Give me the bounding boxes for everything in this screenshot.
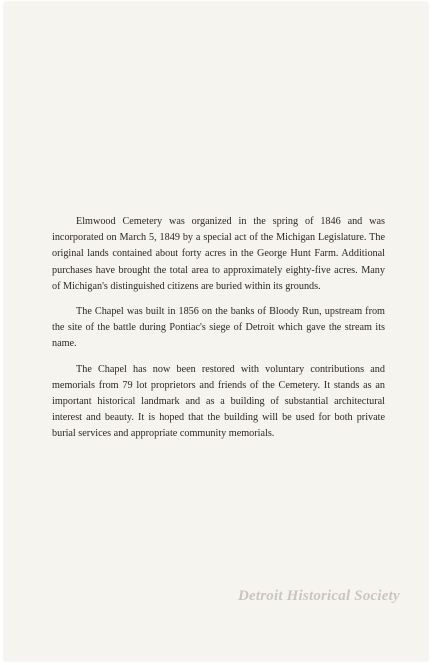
document-page	[4, 2, 428, 661]
body-text	[52, 214, 385, 452]
watermark: Detroit Historical Society	[238, 588, 400, 604]
paragraph-history: Elmwood Cemetery was organized in the spring of 1846 and was incorporated on March 5, 1849 by a special act of the Michigan Legislature. The original lands contained about forty acres in the George Hunt Farm. Additional purchases have brought the total area to approximately eighty-five acres. Many of Michigan's distinguished citizens are buried within its grounds.	[52, 216, 385, 292]
paragraph-chapel-restored: The Chapel has now been restored with voluntary contributions and memorials from 79 lot proprietors and friends of the Cemetery. It stands as an important historical landmark and as a building of substantial architectural interest and beauty. It is hoped that the building will be used for both private burial services and appropriate community memorials.	[52, 363, 385, 440]
paragraph-chapel-built: The Chapel was built in 1856 on the banks of Bloody Run, upstream from the site of the battle during Pontiac's siege of Detroit which gave the stream its name.	[52, 306, 385, 350]
